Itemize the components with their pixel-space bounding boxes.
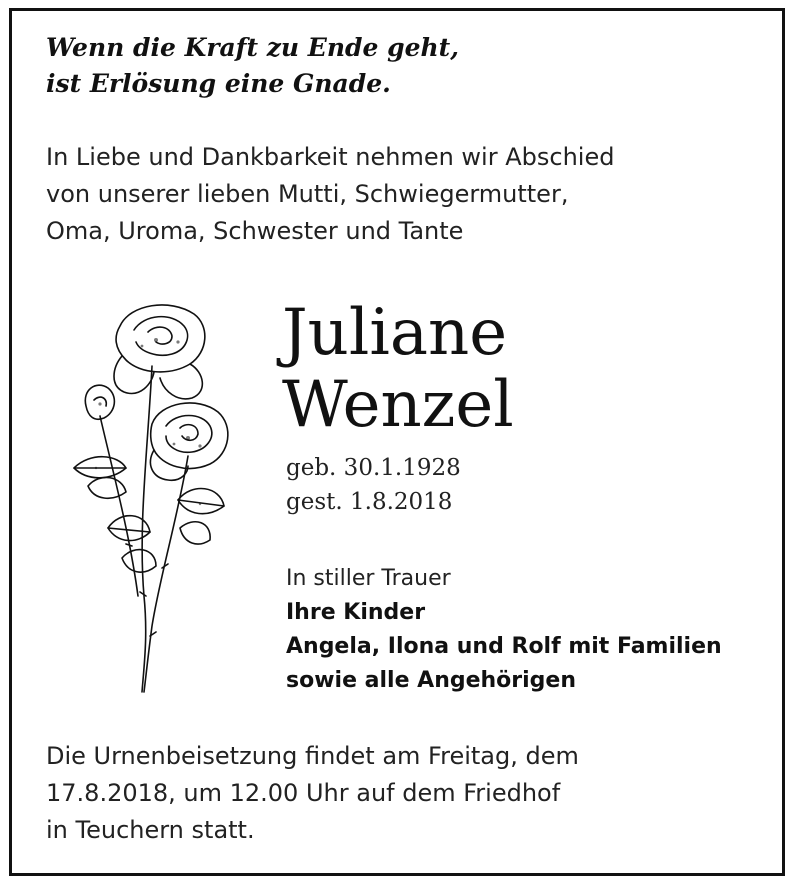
mourners-line: Ihre Kinder [286,600,426,625]
mourners-line: sowie alle Angehörigen [286,668,577,693]
deceased-name [282,297,514,441]
burial-line: in Teuchern statt. [46,816,255,844]
death-date: gest. 1.8.2018 [286,489,453,515]
motto-line: ist Erlösung eine Gnade. [46,69,391,98]
burial-line: 17.8.2018, um 12.00 Uhr auf dem Friedhof [46,779,561,807]
burial-info [46,738,579,849]
life-dates [286,451,461,519]
mourning-intro: In stiller Trauer [286,566,451,591]
motto-line: Wenn die Kraft zu Ende geht, [46,33,459,62]
first-name: Juliane [282,296,508,370]
intro-line: Oma, Uroma, Schwester und Tante [46,217,464,245]
intro-line: In Liebe und Dankbarkeit nehmen wir Abschied [46,143,615,171]
mourners-block [286,562,722,698]
motto [46,30,459,102]
last-name: Wenzel [282,368,514,442]
rose-illustration-icon [60,296,250,696]
intro-line: von unserer lieben Mutti, Schwiegermutter, [46,180,569,208]
burial-line: Die Urnenbeisetzung findet am Freitag, dem [46,742,579,770]
intro-text [46,139,614,250]
birth-date: geb. 30.1.1928 [286,455,461,481]
mourners-line: Angela, Ilona und Rolf mit Familien [286,634,722,659]
